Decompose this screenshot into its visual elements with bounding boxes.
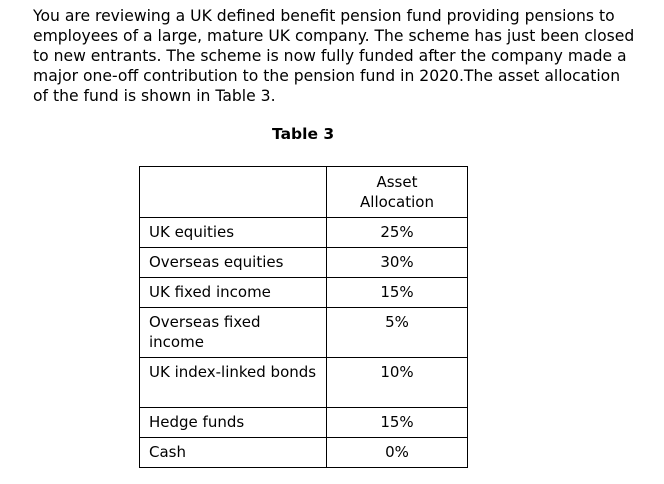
- row-value: 15%: [327, 408, 468, 438]
- header-value-cell: [327, 167, 468, 218]
- row-label: UK index-linked bonds: [140, 358, 327, 408]
- row-value: 0%: [327, 438, 468, 468]
- header-label-cell: [140, 167, 327, 218]
- row-label: Hedge funds: [140, 408, 327, 438]
- table-row: [140, 248, 468, 278]
- intro-line: employees of a large, mature UK company. The scheme has just been closed: [33, 27, 635, 45]
- row-value: 15%: [327, 278, 468, 308]
- table-header-row: [140, 167, 468, 218]
- table-row: [140, 218, 468, 248]
- row-label: UK fixed income: [140, 278, 327, 308]
- intro-line: You are reviewing a UK defined benefit pension fund providing pensions to: [33, 7, 615, 25]
- intro-paragraph: [33, 6, 658, 106]
- table-row: [140, 278, 468, 308]
- intro-line: to new entrants. The scheme is now fully funded after the company made a: [33, 47, 627, 65]
- row-value: 25%: [327, 218, 468, 248]
- row-label: Overseas equities: [140, 248, 327, 278]
- table-row: [140, 438, 468, 468]
- intro-line: major one-off contribution to the pension fund in 2020.The asset allocation: [33, 67, 621, 85]
- row-value: 5%: [327, 308, 468, 358]
- row-value: 10%: [327, 358, 468, 408]
- table-title: Table 3: [272, 125, 335, 143]
- row-label: Overseas fixed income: [140, 308, 327, 358]
- asset-allocation-table: [139, 166, 468, 468]
- row-value: 30%: [327, 248, 468, 278]
- table-row: [140, 358, 468, 408]
- row-label: UK equities: [140, 218, 327, 248]
- header-value-line: Asset: [376, 173, 418, 191]
- table-row: [140, 408, 468, 438]
- header-value-line: Allocation: [360, 193, 434, 211]
- intro-line: of the fund is shown in Table 3.: [33, 87, 276, 105]
- table-row: [140, 308, 468, 358]
- row-label: Cash: [140, 438, 327, 468]
